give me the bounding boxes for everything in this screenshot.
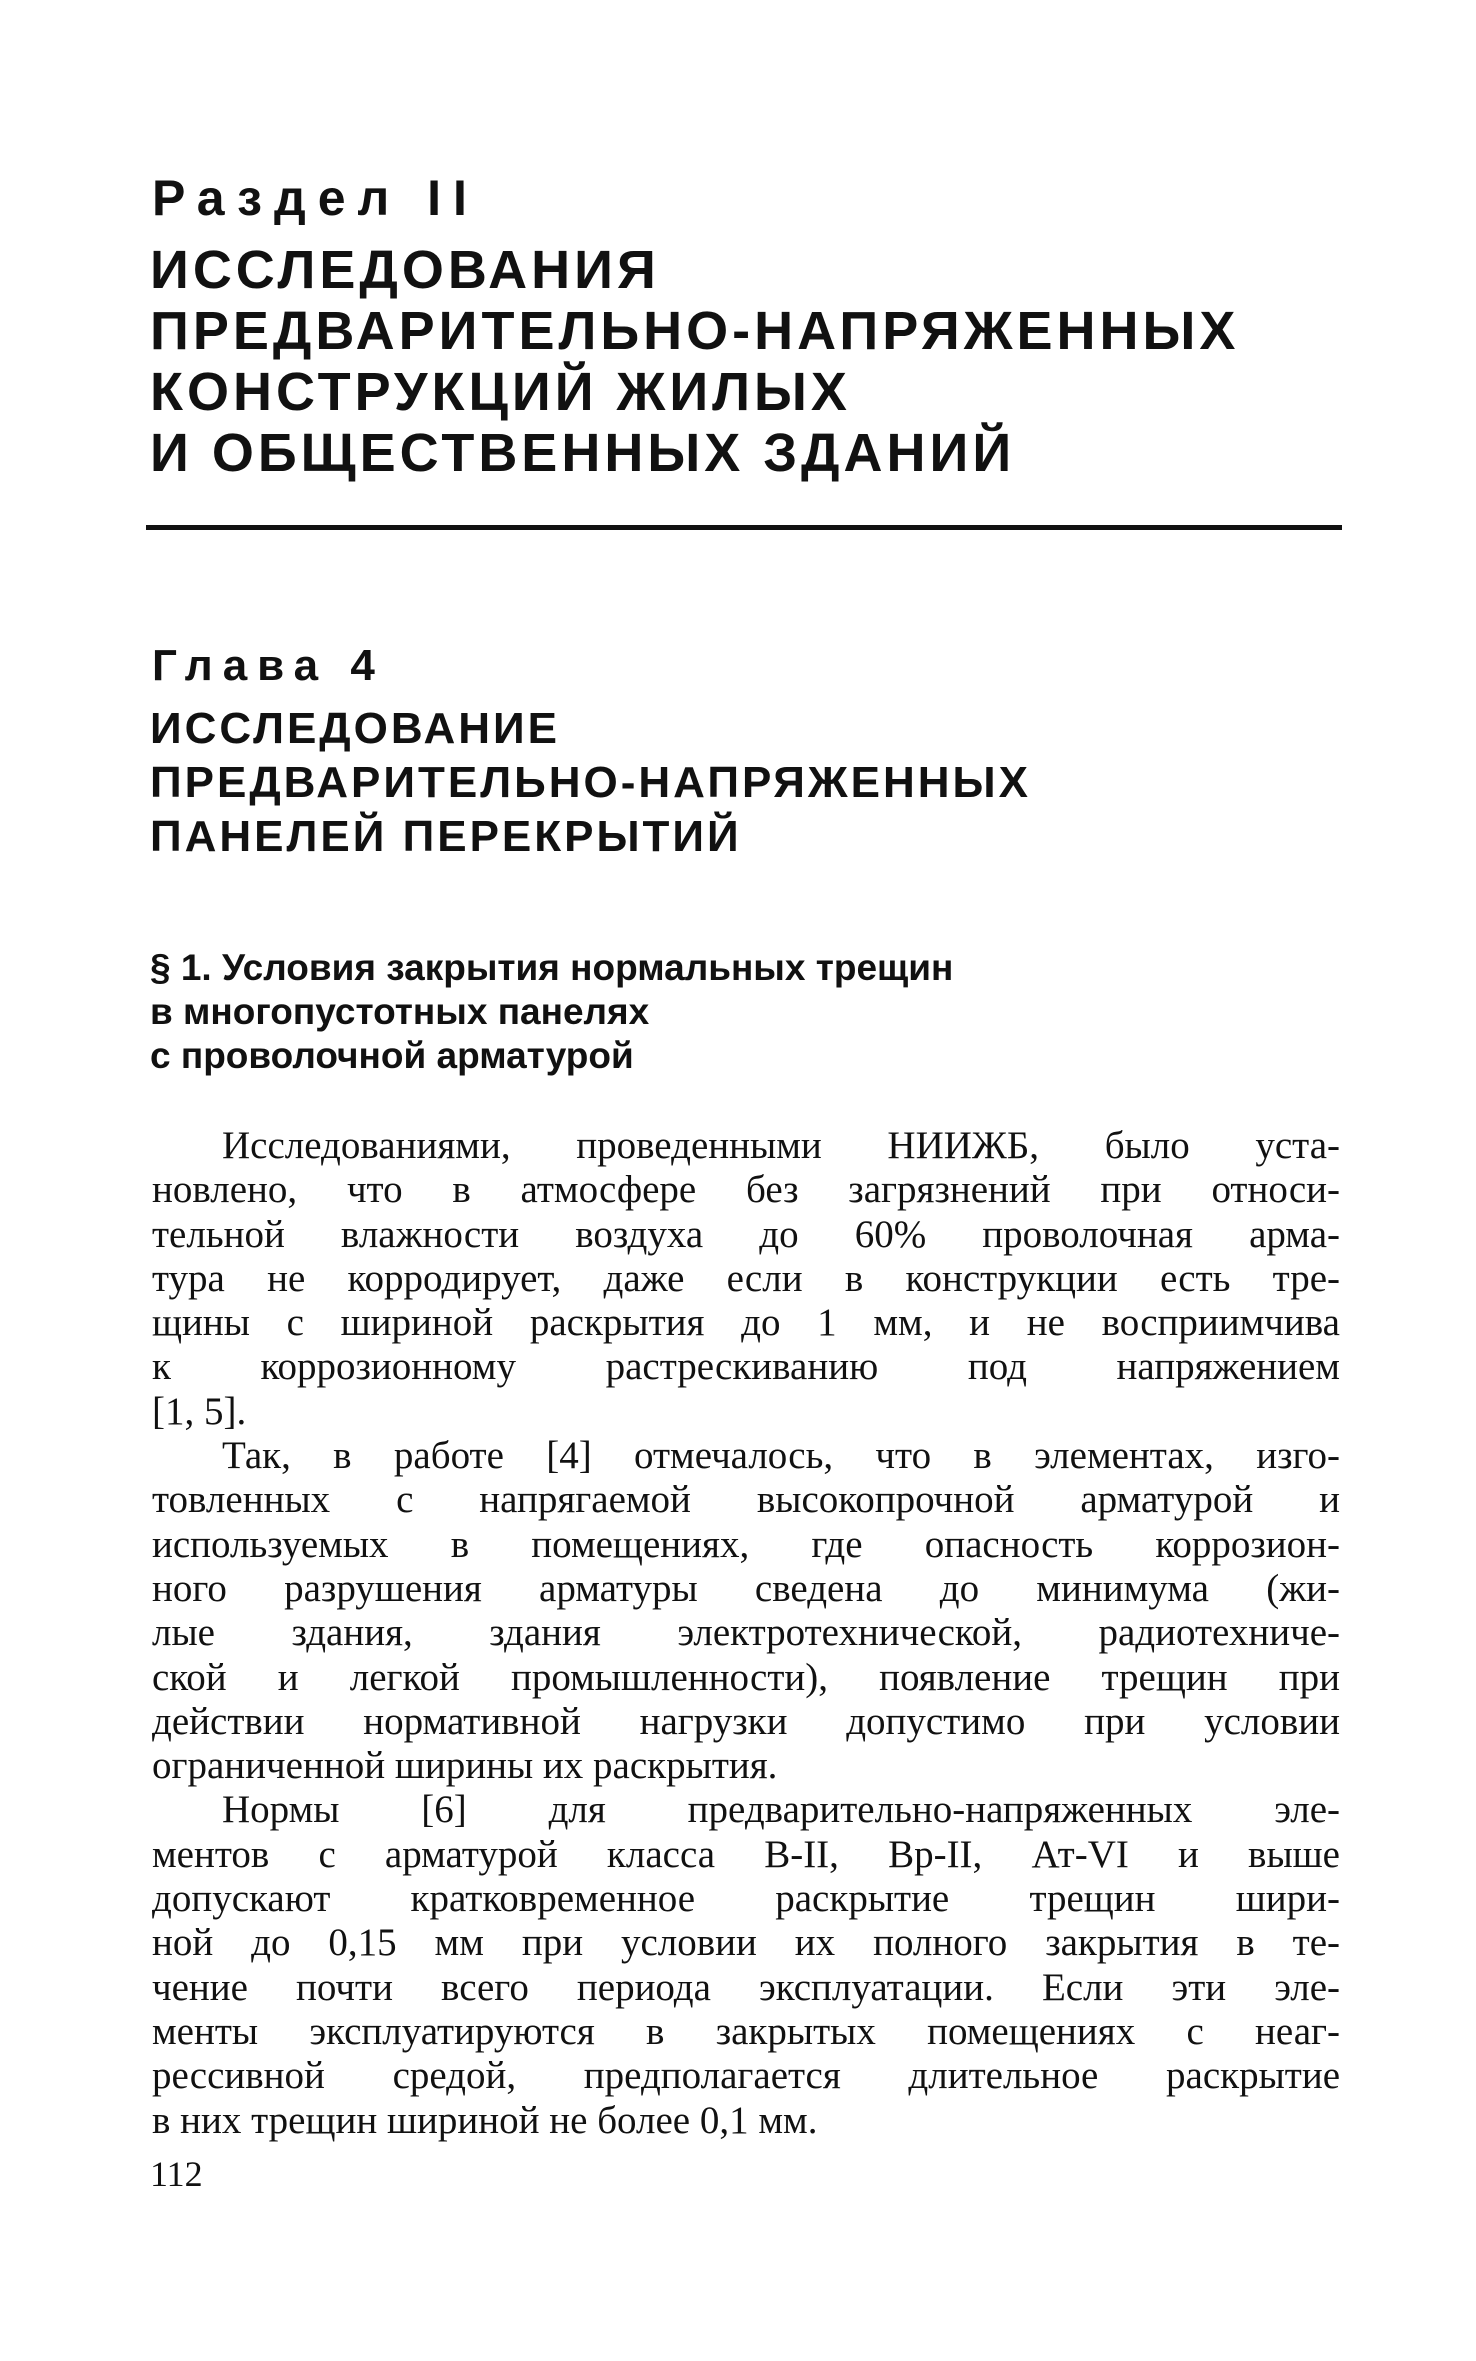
text-line: допускают кратковременное раскрытие трещин шири-	[152, 1877, 1340, 1921]
text-line: Исследованиями, проведенными НИИЖБ, было уста-	[222, 1124, 1340, 1167]
text-line: ской и легкой промышленности), появление трещин при	[152, 1655, 1340, 1699]
paragraph-heading-line: с проволочной арматурой	[150, 1035, 634, 1076]
text-line: рессивной средой, предполагается длительное раскрытие	[152, 2054, 1340, 2098]
text-line: [1, 5].	[152, 1389, 247, 1433]
text-line: действии нормативной нагрузки допустимо при условии	[152, 1699, 1340, 1743]
body-paragraph	[152, 1434, 1340, 1788]
chapter-label: Глава 4	[152, 641, 385, 690]
text-line: Так, в работе [4] отмечалось, что в элементах, изго-	[222, 1434, 1340, 1478]
body-paragraph	[152, 1124, 1340, 1434]
text-line: к коррозионному растрескиванию под напряжением	[152, 1345, 1340, 1389]
paragraph-heading	[150, 946, 1350, 1078]
text-line: ограниченной ширины их раскрытия.	[152, 1744, 778, 1788]
paragraph-heading-line: § 1. Условия закрытия нормальных трещин	[150, 947, 954, 988]
body-text	[152, 1124, 1340, 2143]
text-line: ной до 0,15 мм при условии их полного закрытия в те-	[152, 1921, 1340, 1965]
section-divider	[146, 525, 1342, 530]
text-line: ментов с арматурой класса В-II, Вр-II, Ат-VI и выше	[152, 1832, 1340, 1876]
text-line: тельной влажности воздуха до 60% проволочная арма-	[152, 1212, 1340, 1256]
section-title-line: И ОБЩЕСТВЕННЫХ ЗДАНИЙ	[150, 423, 1016, 483]
text-line: ного разрушения арматуры сведена до минимума (жи-	[152, 1566, 1340, 1610]
chapter-title	[150, 702, 1350, 864]
text-line: менты эксплуатируются в закрытых помещениях с неаг-	[152, 2009, 1340, 2053]
text-line: щины с шириной раскрытия до 1 мм, и не восприимчива	[152, 1301, 1340, 1345]
text-line: тура не корродирует, даже если в конструкции есть тре-	[152, 1256, 1340, 1300]
section-title-line: ИССЛЕДОВАНИЯ	[150, 240, 660, 300]
body-paragraph	[152, 1788, 1340, 2142]
text-line: чение почти всего периода эксплуатации. Если эти эле-	[152, 1965, 1340, 2009]
chapter-title-line: ПАНЕЛЕЙ ПЕРЕКРЫТИЙ	[150, 812, 742, 861]
paragraph-heading-line: в многопустотных панелях	[150, 991, 650, 1032]
text-line: лые здания, здания электротехнической, радиотехниче-	[152, 1611, 1340, 1655]
text-line: новлено, что в атмосфере без загрязнений при относи-	[152, 1168, 1340, 1212]
text-line: используемых в помещениях, где опасность коррозион-	[152, 1522, 1340, 1566]
chapter-title-line: ИССЛЕДОВАНИЕ	[150, 704, 560, 753]
page-number: 112	[150, 2154, 203, 2194]
section-title	[150, 240, 1350, 484]
section-title-line: КОНСТРУКЦИЙ ЖИЛЫХ	[150, 362, 851, 422]
text-line: в них трещин шириной не более 0,1 мм.	[152, 2098, 818, 2142]
chapter-title-line: ПРЕДВАРИТЕЛЬНО-НАПРЯЖЕННЫХ	[150, 758, 1031, 807]
text-line: Нормы [6] для предварительно-напряженных эле-	[222, 1788, 1340, 1832]
section-title-line: ПРЕДВАРИТЕЛЬНО-НАПРЯЖЕННЫХ	[150, 301, 1240, 361]
text-line: товленных с напрягаемой высокопрочной арматурой и	[152, 1478, 1340, 1522]
section-label: Раздел II	[152, 170, 479, 226]
